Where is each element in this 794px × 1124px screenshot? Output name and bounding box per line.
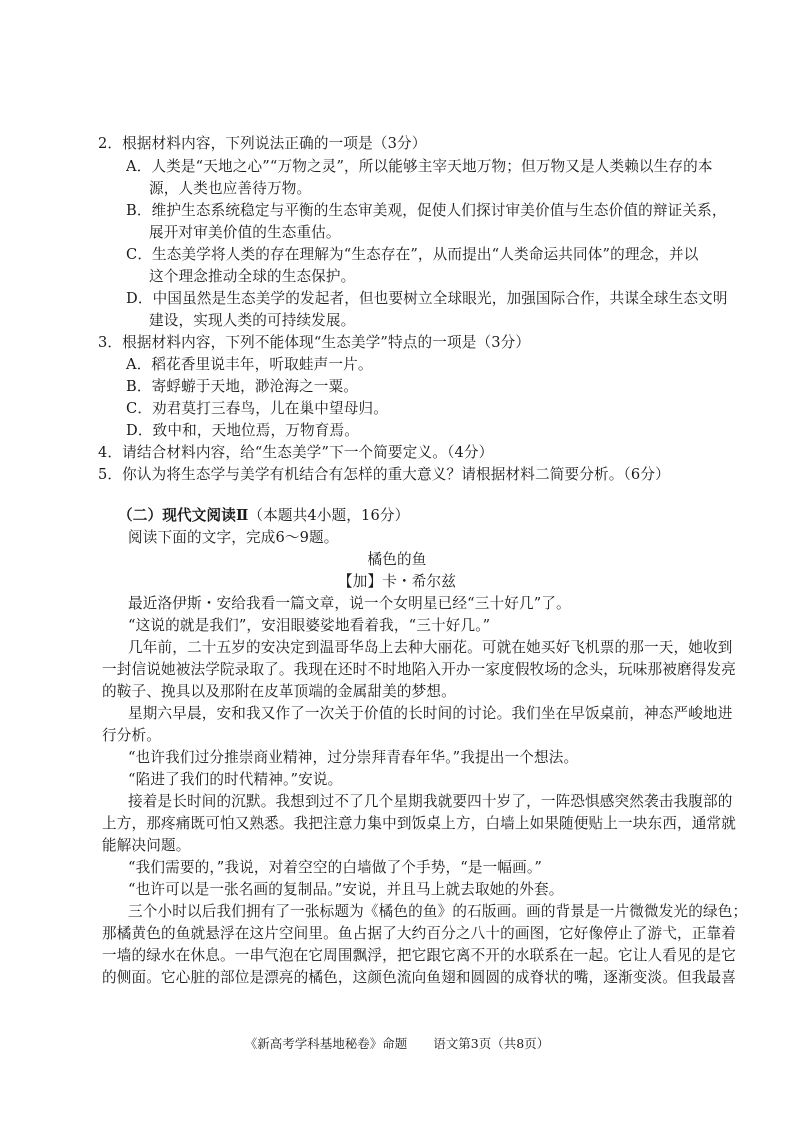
- question-3-option-a: A．稻花香里说丰年，听取蛙声一片。: [126, 356, 373, 373]
- question-3-option-b: B．寄蜉蝣于天地，渺沧海之一粟。: [126, 378, 359, 395]
- section-instruction: 阅读下面的文字，完成6～9题。: [128, 529, 339, 546]
- question-2-option-b: B．维护生态系统稳定与平衡的生态审美观，促使人们探讨审美价值与生态价值的辩证关系，: [126, 202, 727, 219]
- question-5: 5．你认为将生态学与美学有机结合有怎样的重大意义？请根据材料二简要分析。（6分）: [98, 466, 670, 483]
- story-paragraph-line: “也许我们过分推崇商业精神，过分崇拜青春年华。”我提出一个想法。: [128, 749, 579, 766]
- story-paragraph-line: “陷进了我们的时代精神。”安说。: [128, 771, 343, 788]
- story-paragraph-line: 最近洛伊斯・安给我看一篇文章，说一个女明星已经“三十好几”了。: [128, 595, 571, 612]
- section-title: （二）现代文阅读Ⅱ: [118, 507, 249, 524]
- story-title: 橘色的鱼: [367, 551, 427, 568]
- section-heading: [118, 505, 409, 527]
- story-paragraph-line: 一墙的绿水在休息。一串气泡在它周围飘浮，把它跟它离不开的水联系在一起。它让人看见的是它: [102, 947, 736, 964]
- question-2-option-d-continued: 建设，实现人类的可持续发展。: [149, 312, 356, 329]
- question-3-option-c: C．劝君莫打三春鸟，儿在巢中望母归。: [126, 400, 388, 417]
- question-2-stem: 2．根据材料内容，下列说法正确的一项是（3分）: [98, 135, 427, 152]
- story-paragraph-line: 能解决问题。: [102, 837, 191, 854]
- question-3-stem: 3．根据材料内容，下列不能体现“生态美学”特点的一项是（3分）: [98, 334, 531, 351]
- question-3-option-d: D．致中和，天地位焉，万物育焉。: [126, 422, 360, 439]
- story-paragraph-line: 行分析。: [102, 727, 161, 744]
- question-2-option-a-continued: 源，人类也应善待万物。: [149, 180, 312, 197]
- question-2-option-c: C．生态美学将人类的存在理解为“生态存在”，从而提出“人类命运共同体”的理念，并以: [126, 246, 699, 263]
- story-paragraph-line: 的侧面。它心脏的部位是漂亮的橘色，这颜色流向鱼翅和圆圆的成脊状的嘴，逐渐变淡。但我最喜: [102, 969, 736, 986]
- question-4: 4．请结合材料内容，给“生态美学”下一个简要定义。（4分）: [98, 444, 494, 461]
- story-paragraph-line: 的鞍子、挽具以及那附在皮革顶端的金属甜美的梦想。: [102, 683, 456, 700]
- footer-page-number: 语文第3页（共8页）: [433, 1036, 550, 1051]
- story-paragraph-line: 星期六早晨，安和我又作了一次关于价值的长时间的讨论。我们坐在早饭桌前，神态严峻地进: [128, 705, 733, 722]
- section-scoring-note: （本题共4小题，16分）: [248, 507, 410, 524]
- question-2-option-c-continued: 这个理念推动全球的生态保护。: [149, 268, 356, 285]
- question-2-option-a: A．人类是“天地之心”“万物之灵”，所以能够主宰天地万物；但万物又是人类赖以生存的本: [126, 158, 713, 175]
- story-paragraph-line: “这说的就是我们”，安泪眼婆娑地看着我，“三十好几。”: [128, 617, 491, 634]
- story-paragraph-line: “也许可以是一张名画的复制品。”安说，并且马上就去取她的外套。: [128, 881, 564, 898]
- story-paragraph-line: 三个小时以后我们拥有了一张标题为《橘色的鱼》的石版画。画的背景是一片微微发光的绿色；: [128, 903, 748, 920]
- story-paragraph-line: 那橘黄色的鱼就悬浮在这片空间里。鱼占据了大约百分之八十的画图，它好像停止了游弋，正靠着: [102, 925, 736, 942]
- page-footer: [0, 1035, 794, 1053]
- story-author: 【加】卡・希尔兹: [338, 573, 456, 590]
- story-paragraph-line: 上方，那疼痛既可怕又熟悉。我把注意力集中到饭桌上方，白墙上如果随便贴上一块东西，通常就: [102, 815, 736, 832]
- story-paragraph-line: “我们需要的，”我说，对着空空的白墙做了个手势，“是一幅画。”: [128, 859, 542, 876]
- footer-source: 《新高考学科基地秘卷》命题: [244, 1036, 408, 1051]
- story-paragraph-line: 接着是长时间的沉默。我想到过不了几个星期我就要四十岁了，一阵恐惧感突然袭击我腹部的: [128, 793, 733, 810]
- story-paragraph-line: 一封信说她被法学院录取了。我现在还时不时地陷入开办一家度假牧场的念头，玩味那被磨得发亮: [102, 661, 736, 678]
- question-2-option-b-continued: 展开对审美价值的生态重估。: [149, 224, 341, 241]
- story-paragraph-line: 几年前，二十五岁的安决定到温哥华岛上去种大丽花。可就在她买好飞机票的那一天，她收到: [128, 639, 733, 656]
- question-2-option-d: D．中国虽然是生态美学的发起者，但也要树立全球眼光，加强国际合作，共谋全球生态文明: [126, 290, 728, 307]
